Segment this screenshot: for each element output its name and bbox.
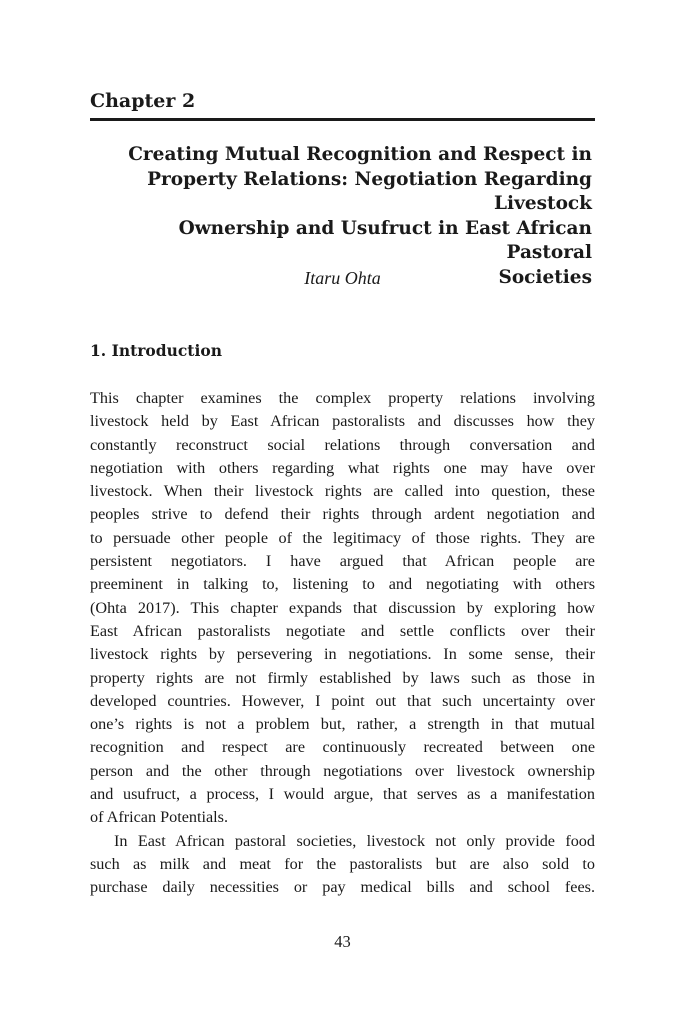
body-line: East African pastoralists negotiate and settle conflicts over their [90,621,595,640]
body-line: negotiation with others regarding what rights one may have over [90,458,595,477]
body-line: (Ohta 2017). This chapter expands that discussion by exploring how [90,598,595,617]
body-line: to persuade other people of the legitimacy of those rights. They are [90,528,595,547]
body-line: developed countries. However, I point out that such uncertainty over [90,691,595,710]
chapter-label: Chapter 2 [90,90,196,112]
body-line: preeminent in talking to, listening to and negotiating with others [90,575,595,594]
body-line: constantly reconstruct social relations through conversation and [90,435,595,454]
author-name: Itaru Ohta [304,268,381,288]
body-line: purchase daily necessities or pay medical bills and school fees. [90,878,595,897]
body-line: persistent negotiators. I have argued that African people are [90,552,595,571]
body-line: recognition and respect are continuously recreated between one [90,738,595,757]
chapter-title-line: Property Relations: Negotiation Regarding Livestock [147,168,592,214]
body-line: of African Potentials. [90,808,229,827]
body-line: This chapter examines the complex property relations involving [90,389,595,407]
chapter-title-line: Ownership and Usufruct in East African Pastoral [178,217,592,263]
body-line: livestock. When their livestock rights are called into question, these [90,482,595,501]
section-heading: 1. Introduction [90,341,222,360]
body-line: In East African pastoral societies, livestock not only provide food [114,831,595,850]
body-line: property rights are not firmly established by laws such as those in [90,668,595,687]
body-line: person and the other through negotiations over livestock ownership [90,761,595,780]
chapter-title-line: Societies [498,266,592,288]
body-line: and usufruct, a process, I would argue, that serves as a manifestation [90,785,595,804]
body-text [90,387,595,900]
chapter-title-line: Creating Mutual Recognition and Respect in [128,144,592,165]
body-line: livestock rights by persevering in negotiations. In some sense, their [90,645,595,664]
page-number: 43 [334,932,351,951]
chapter-divider [90,118,595,121]
body-line: peoples strive to defend their rights through ardent negotiation and [90,505,595,524]
body-line: such as milk and meat for the pastoralists but are also sold to [90,854,595,873]
body-line: livestock held by East African pastoralists and discusses how they [90,412,595,431]
body-line: one’s rights is not a problem but, rather, a strength in that mutual [90,715,595,734]
